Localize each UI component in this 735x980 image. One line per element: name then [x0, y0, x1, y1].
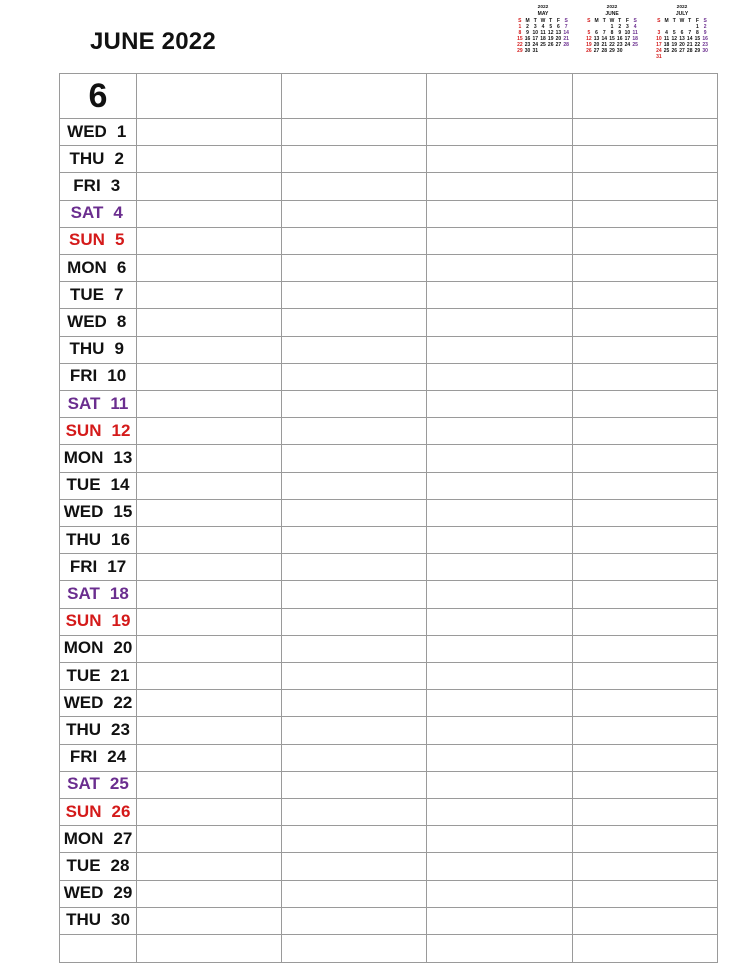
day-date: 29 — [113, 883, 133, 903]
row-divider — [60, 580, 717, 581]
mini-calendar-year: 2022 — [537, 5, 549, 10]
day-label — [60, 907, 136, 934]
day-name: MON — [63, 638, 104, 658]
mini-calendar-day: 30 — [616, 48, 623, 55]
mini-calendar-day: 13 — [679, 35, 685, 42]
mini-calendar-day: 29 — [609, 48, 615, 55]
row-divider — [60, 934, 717, 935]
day-label — [60, 145, 136, 172]
day-label — [60, 662, 136, 689]
column-divider — [572, 74, 573, 962]
mini-calendar-day: 11 — [540, 29, 546, 36]
mini-calendar-day: 5 — [587, 29, 591, 36]
day-name: SAT — [67, 583, 100, 603]
row-divider — [60, 499, 717, 500]
mini-calendar-day: 1 — [518, 23, 522, 30]
mini-calendar-day: 8 — [518, 29, 522, 36]
day-name: MON — [63, 447, 104, 467]
mini-calendar-day: 11 — [663, 35, 670, 42]
row-divider — [60, 363, 717, 364]
mini-calendar-day: 15 — [609, 35, 615, 42]
mini-calendar-weekday: S — [657, 17, 661, 24]
mini-calendar-day: 25 — [540, 42, 546, 49]
day-date: 22 — [113, 692, 133, 712]
mini-calendar-day: 15 — [517, 35, 523, 42]
day-date: 21 — [110, 665, 130, 685]
day-label — [60, 363, 136, 390]
mini-calendar-day: 2 — [703, 23, 707, 30]
row-divider — [60, 200, 717, 201]
mini-calendar-weekday: W — [609, 17, 615, 24]
mini-calendar-day: 15 — [694, 35, 701, 42]
row-divider — [60, 172, 717, 173]
mini-calendar-day: 5 — [672, 29, 676, 36]
day-date: 4 — [113, 203, 123, 223]
mini-calendar-day: 6 — [680, 29, 684, 36]
mini-calendar-day: 10 — [656, 35, 662, 42]
row-divider — [60, 118, 717, 119]
mini-calendar-month: JULY — [675, 11, 689, 18]
day-label — [60, 798, 136, 825]
day-label — [60, 526, 136, 553]
mini-calendar-day: 16 — [702, 35, 708, 42]
day-name: FRI — [69, 747, 98, 767]
mini-calendar-day: 21 — [563, 35, 569, 42]
day-date: 30 — [111, 910, 130, 930]
mini-calendar-weekday: S — [703, 17, 707, 24]
mini-calendar-day: 17 — [624, 35, 631, 42]
mini-calendar-day: 23 — [524, 42, 531, 49]
row-divider — [60, 798, 717, 799]
day-date: 16 — [111, 529, 130, 549]
mini-calendar-day: 12 — [547, 29, 554, 36]
mini-calendar-day: 3 — [626, 23, 629, 30]
mini-calendar-day: 9 — [526, 29, 529, 36]
day-label — [60, 200, 136, 227]
mini-calendar-weekday: S — [518, 17, 522, 24]
day-date: 14 — [110, 475, 130, 495]
mini-calendar-weekday: S — [564, 17, 568, 24]
day-label — [60, 553, 136, 580]
day-label — [60, 580, 136, 607]
mini-calendar-may — [516, 5, 570, 54]
day-name: THU — [69, 339, 105, 359]
day-name: TUE — [66, 475, 101, 495]
mini-calendar-day: 25 — [663, 48, 670, 55]
day-label — [60, 172, 136, 199]
day-date: 1 — [116, 121, 127, 141]
day-name: WED — [67, 311, 107, 331]
mini-calendar-day: 23 — [702, 42, 708, 49]
mini-calendar-grid — [516, 18, 570, 55]
row-divider — [60, 662, 717, 663]
row-divider — [60, 336, 717, 337]
mini-calendar-day: 17 — [656, 42, 662, 49]
mini-calendar-day: 14 — [686, 35, 693, 42]
day-name: WED — [67, 121, 107, 141]
day-label — [60, 254, 136, 281]
day-name: FRI — [69, 556, 98, 576]
mini-calendar-day: 14 — [601, 35, 608, 42]
day-name: WED — [63, 883, 104, 903]
row-divider — [60, 145, 717, 146]
row-divider — [60, 852, 717, 853]
day-name: SAT — [67, 774, 100, 794]
mini-calendar-day: 17 — [532, 35, 539, 42]
mini-calendar-day: 16 — [616, 35, 623, 42]
mini-calendar-day: 24 — [656, 48, 662, 55]
mini-calendar-day: 29 — [517, 48, 523, 55]
planner-table — [59, 73, 718, 963]
row-divider — [60, 608, 717, 609]
mini-calendar-grid — [655, 18, 709, 61]
mini-calendar-month: JUNE — [605, 11, 619, 18]
day-date: 27 — [113, 828, 133, 848]
day-label — [60, 390, 136, 417]
mini-calendar-day: 19 — [671, 42, 678, 49]
mini-calendar-day: 27 — [679, 48, 685, 55]
day-name: WED — [63, 692, 104, 712]
mini-calendar-weekday: F — [625, 17, 629, 24]
mini-calendar-weekday: F — [695, 17, 699, 24]
day-label — [60, 716, 136, 743]
mini-calendar-day: 4 — [541, 23, 545, 30]
row-divider — [60, 417, 717, 418]
mini-calendar-weekday: M — [664, 17, 669, 24]
day-label — [60, 771, 136, 798]
mini-calendar-weekday: M — [594, 17, 599, 24]
mini-calendar-day: 27 — [555, 42, 562, 49]
day-label — [60, 744, 136, 771]
day-name: TUE — [66, 855, 101, 875]
mini-calendar-day: 2 — [526, 23, 529, 30]
mini-calendar-day: 20 — [679, 42, 685, 49]
day-date: 26 — [111, 801, 131, 821]
day-date: 23 — [111, 719, 130, 739]
mini-calendar-grid — [585, 18, 639, 55]
mini-calendar-day: 20 — [555, 35, 562, 42]
mini-calendar-day: 19 — [586, 42, 592, 49]
day-date: 11 — [110, 393, 129, 413]
row-divider — [60, 553, 717, 554]
mini-calendar-day: 8 — [610, 29, 614, 36]
day-name: FRI — [73, 175, 101, 195]
month-number: 6 — [88, 76, 108, 115]
mini-calendar-weekday: T — [618, 17, 622, 24]
mini-calendar-weekday: F — [556, 17, 560, 24]
mini-calendar-day: 20 — [593, 42, 600, 49]
mini-calendar-day: 6 — [595, 29, 598, 36]
row-divider — [60, 472, 717, 473]
row-divider — [60, 227, 717, 228]
mini-calendar-day: 12 — [586, 35, 592, 42]
day-name: SUN — [65, 611, 102, 631]
day-date: 10 — [107, 366, 127, 386]
day-label — [60, 472, 136, 499]
mini-calendar-day: 4 — [633, 23, 637, 30]
day-date: 24 — [107, 747, 127, 767]
mini-calendar-day: 18 — [632, 35, 638, 42]
mini-calendar-day: 10 — [532, 29, 539, 36]
mini-calendar-day: 28 — [563, 42, 569, 49]
day-date: 2 — [114, 148, 124, 168]
mini-calendar-day: 21 — [601, 42, 608, 49]
day-label — [60, 417, 136, 444]
day-name: TUE — [66, 665, 101, 685]
day-date: 7 — [114, 284, 124, 304]
day-date: 18 — [109, 583, 129, 603]
mini-calendar-weekday: W — [540, 17, 546, 24]
day-name: THU — [66, 910, 102, 930]
mini-calendar-day: 3 — [657, 29, 661, 36]
day-label — [60, 825, 136, 852]
mini-calendar-day: 22 — [609, 42, 615, 49]
mini-calendar-day: 7 — [564, 23, 568, 30]
mini-calendar-year: 2022 — [606, 5, 618, 10]
mini-calendar-day: 18 — [663, 42, 670, 49]
mini-calendar-day: 16 — [524, 35, 531, 42]
mini-calendar-day: 8 — [696, 29, 699, 36]
mini-calendar-day: 1 — [610, 23, 614, 30]
mini-calendar-day: 14 — [563, 29, 569, 36]
mini-calendar-day: 7 — [688, 29, 692, 36]
day-name: SUN — [65, 801, 102, 821]
day-label — [60, 635, 136, 662]
mini-calendar-july — [655, 5, 709, 60]
day-date: 25 — [109, 774, 129, 794]
row-divider — [60, 907, 717, 908]
day-date: 12 — [111, 420, 131, 440]
mini-calendar-day: 26 — [547, 42, 554, 49]
day-name: THU — [66, 719, 102, 739]
mini-calendar-weekday: W — [679, 17, 685, 24]
mini-calendar-day: 22 — [694, 42, 701, 49]
mini-calendar-day: 2 — [618, 23, 622, 30]
day-name: SAT — [67, 393, 101, 413]
day-name: TUE — [70, 284, 104, 304]
mini-calendar-day: 25 — [632, 42, 638, 49]
day-date: 6 — [116, 257, 127, 277]
mini-calendar-day: 13 — [555, 29, 562, 36]
row-divider — [60, 308, 717, 309]
day-label — [60, 118, 136, 145]
row-divider — [60, 526, 717, 527]
day-name: WED — [63, 502, 104, 522]
mini-calendar-day: 28 — [601, 48, 608, 55]
row-divider — [60, 771, 717, 772]
mini-calendar-weekday: S — [587, 17, 591, 24]
day-label — [60, 689, 136, 716]
mini-calendar-weekday: T — [602, 17, 606, 24]
mini-calendar-day: 21 — [686, 42, 693, 49]
day-label — [60, 608, 136, 635]
mini-calendar-weekday: S — [633, 17, 637, 24]
mini-calendar-day: 26 — [671, 48, 678, 55]
day-label — [60, 444, 136, 471]
mini-calendar-weekday: M — [525, 17, 530, 24]
day-name: FRI — [69, 366, 98, 386]
column-divider — [426, 74, 427, 962]
mini-calendar-day: 30 — [702, 48, 708, 55]
mini-calendar-day: 10 — [624, 29, 631, 36]
day-name: MON — [63, 828, 104, 848]
day-label — [60, 308, 136, 335]
row-divider — [60, 825, 717, 826]
day-name: SAT — [70, 203, 104, 223]
mini-calendar-day: 7 — [602, 29, 606, 36]
day-date: 9 — [114, 339, 124, 359]
row-divider — [60, 880, 717, 881]
day-label — [60, 227, 136, 254]
row-divider — [60, 281, 717, 282]
day-name: THU — [66, 529, 102, 549]
mini-calendar-weekday: T — [672, 17, 676, 24]
day-date: 8 — [116, 311, 127, 331]
day-date: 28 — [110, 855, 130, 875]
mini-calendar-day: 9 — [618, 29, 622, 36]
mini-calendar-weekday: T — [688, 17, 692, 24]
day-date: 19 — [111, 611, 131, 631]
mini-calendar-june — [585, 5, 639, 54]
mini-calendar-day: 31 — [656, 54, 662, 61]
row-divider — [60, 744, 717, 745]
day-date: 5 — [114, 230, 125, 250]
row-divider — [60, 254, 717, 255]
mini-calendar-day: 12 — [671, 35, 678, 42]
row-divider — [60, 635, 717, 636]
page-title: JUNE 2022 — [90, 28, 216, 55]
mini-calendar-day: 11 — [632, 29, 638, 36]
day-label — [60, 281, 136, 308]
mini-calendar-year: 2022 — [676, 5, 688, 10]
mini-calendar-day: 3 — [533, 23, 537, 30]
row-divider — [60, 444, 717, 445]
mini-calendar-day: 31 — [532, 48, 539, 55]
mini-calendar-day: 19 — [547, 35, 554, 42]
day-label — [60, 852, 136, 879]
day-name: THU — [69, 148, 105, 168]
column-divider — [136, 74, 137, 962]
day-name: SUN — [69, 230, 105, 250]
day-date: 20 — [113, 638, 133, 658]
day-date: 17 — [107, 556, 127, 576]
day-label — [60, 336, 136, 363]
day-date: 13 — [113, 447, 133, 467]
mini-calendar-day: 13 — [593, 35, 600, 42]
day-label — [60, 499, 136, 526]
mini-calendar-day: 9 — [703, 29, 707, 36]
mini-calendar-day: 29 — [694, 48, 701, 55]
row-divider — [60, 716, 717, 717]
mini-calendar-day: 18 — [540, 35, 546, 42]
mini-calendar-day: 24 — [532, 42, 539, 49]
mini-calendar-day: 1 — [696, 23, 699, 30]
row-divider — [60, 689, 717, 690]
mini-calendar-day: 30 — [524, 48, 531, 55]
mini-calendar-day: 5 — [549, 23, 553, 30]
mini-calendar-weekday: T — [533, 17, 537, 24]
mini-calendar-day: 4 — [665, 29, 668, 36]
day-name: SUN — [65, 420, 102, 440]
mini-calendar-day: 27 — [593, 48, 600, 55]
mini-calendar-day: 6 — [557, 23, 560, 30]
day-name: MON — [67, 257, 107, 277]
mini-calendar-day: 24 — [624, 42, 631, 49]
day-date: 15 — [113, 502, 133, 522]
mini-calendar-day: 23 — [616, 42, 623, 49]
mini-calendar-day: 26 — [586, 48, 592, 55]
mini-calendar-weekday: T — [549, 17, 553, 24]
column-divider — [281, 74, 282, 962]
row-divider — [60, 390, 717, 391]
day-label — [60, 880, 136, 907]
mini-calendar-day: 22 — [517, 42, 523, 49]
mini-calendar-day: 28 — [686, 48, 693, 55]
day-date: 3 — [110, 175, 121, 195]
mini-calendar-month: MAY — [537, 11, 549, 18]
